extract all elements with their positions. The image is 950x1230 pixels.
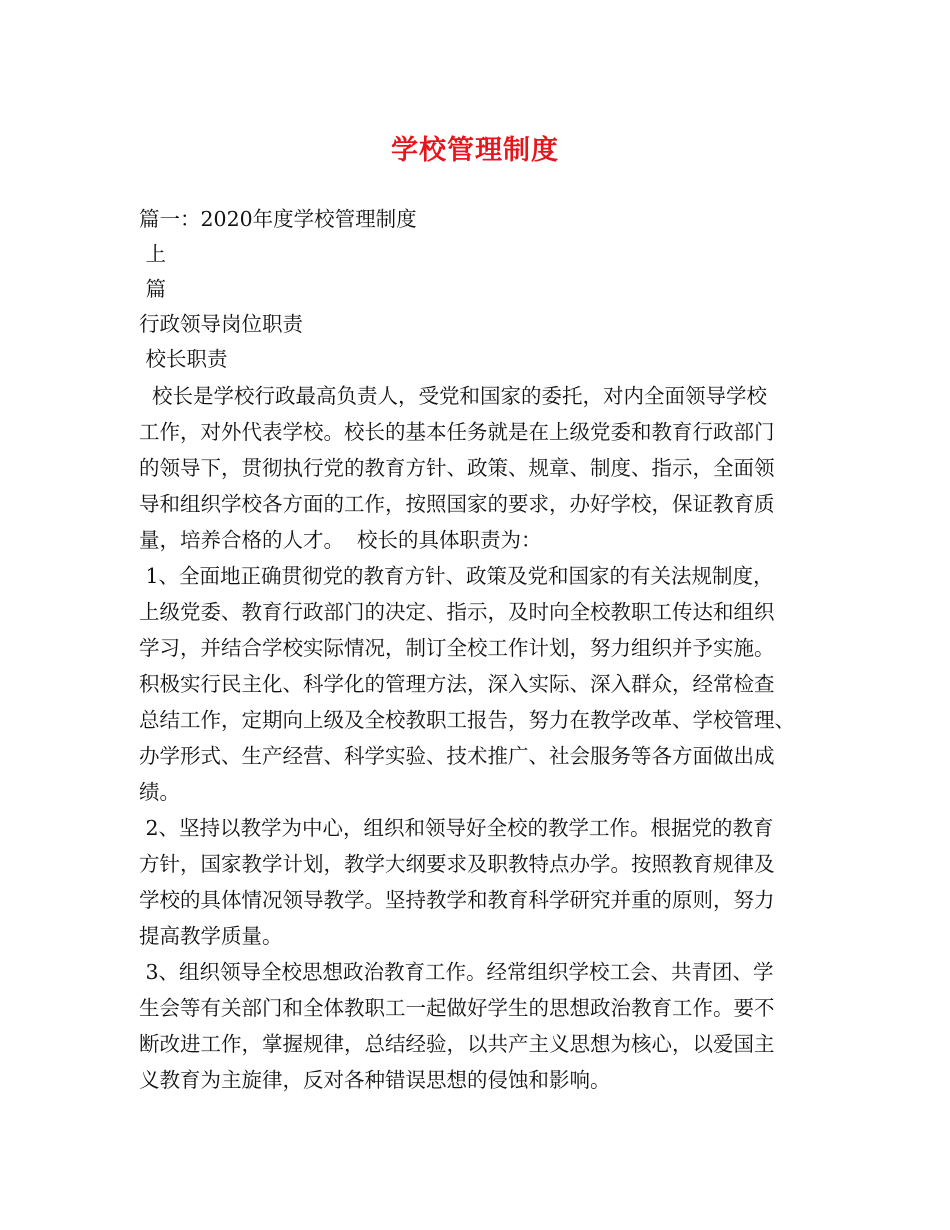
paragraph-line: 提高教学质量。	[139, 924, 283, 948]
paragraph-line: 方针，国家教学计划，教学大纲要求及职教特点办学。按照教育规律及	[139, 852, 775, 876]
paragraph-line: 学校的具体情况领导教学。坚持教学和教育科学研究并重的原则，努力	[139, 888, 775, 912]
paragraph-line: 义教育为主旋律，反对各种错误思想的侵蚀和影响。	[139, 1068, 611, 1092]
paragraph-line: 上级党委、教育行政部门的决定、指示，及时向全校教职工传达和组织	[139, 600, 775, 624]
part-label-upper: 上	[139, 242, 167, 266]
paragraph-line: 办学形式、生产经营、科学实验、技术推广、社会服务等各方面做出成	[139, 744, 775, 768]
paragraph-line: 绩。	[139, 780, 180, 804]
part-label-volume: 篇	[139, 277, 167, 301]
paragraph-line: 积极实行民主化、科学化的管理方法，深入实际、深入群众，经常检查	[139, 672, 775, 696]
paragraph-line: 的领导下，贯彻执行党的教育方针、政策、规章、制度、指示，全面领	[139, 456, 775, 480]
subsection-heading: 行政领导岗位职责	[139, 312, 303, 336]
document-title: 学校管理制度	[391, 135, 559, 166]
paragraph-line: 总结工作，定期向上级及全校教职工报告，努力在教学改革、学校管理、	[139, 708, 795, 732]
paragraph-line: 校长是学校行政最高负责人，受党和国家的委托，对内全面领导学校	[139, 384, 768, 408]
paragraph-line: 3、组织领导全校思想政治教育工作。经常组织学校工会、共青团、学	[139, 960, 774, 984]
paragraph-line: 断改进工作，掌握规律，总结经验，以共产主义思想为核心，以爱国主	[139, 1032, 775, 1056]
paragraph-line: 导和组织学校各方面的工作，按照国家的要求，办好学校，保证教育质	[139, 492, 775, 516]
paragraph-line: 生会等有关部门和全体教职工一起做好学生的思想政治教育工作。要不	[139, 996, 775, 1020]
subsection-heading: 校长职责	[139, 347, 228, 371]
paragraph-line: 工作，对外代表学校。校长的基本任务就是在上级党委和教育行政部门	[139, 420, 775, 444]
paragraph-line: 1、全面地正确贯彻党的教育方针、政策及党和国家的有关法规制度，	[139, 564, 774, 588]
paragraph-line: 2、坚持以教学为中心，组织和领导好全校的教学工作。根据党的教育	[139, 816, 774, 840]
paragraph-line: 量，培养合格的人才。 校长的具体职责为：	[139, 528, 542, 552]
section-heading: 篇一：2020年度学校管理制度	[139, 207, 417, 231]
paragraph-line: 学习，并结合学校实际情况，制订全校工作计划，努力组织并予实施。	[139, 636, 775, 660]
